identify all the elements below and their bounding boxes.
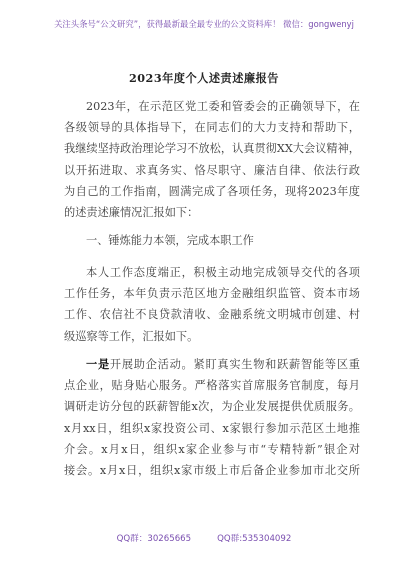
paragraph-line: 的述责述廉情况汇报如下： — [64, 205, 199, 219]
paragraph-line: 工作任务，本年负责示范区地方金融组织监管、资本市场 — [64, 287, 360, 301]
paragraph-line: 为自己的工作指南，圆满完成了各项任务，现将2023年度 — [64, 184, 360, 198]
paragraph-line: 调研走访分包的跃薪智能x次，为企业发展提供优质服务。 — [64, 400, 360, 414]
item-lead: 一是 — [86, 357, 110, 371]
footer — [0, 532, 408, 544]
document-title: 2023年度个人述责述廉报告 — [128, 71, 279, 85]
paragraph-line: 介会。x月x日，组织x家企业参与市“专精特新”银企对 — [64, 442, 360, 456]
section-heading — [64, 230, 360, 251]
paragraph-line — [64, 354, 360, 375]
footer-qq-group-1: QQ群：30265665 — [116, 534, 192, 544]
paragraph-line: 以开拓进取、求真务实、恪尽职守、廉洁自律、依法行政 — [64, 163, 360, 177]
section-heading-text: 一、锤炼能力本领，完成本职工作 — [86, 234, 254, 247]
paragraph-line: 级巡察等工作，汇报如下。 — [64, 329, 199, 343]
header-banner: 关注头条号“公文研究”，获得最新最全最专业的公文资料库！ 微信：gongwenyj — [54, 19, 354, 29]
paragraph-line: 接会。x月x日，组织x家市级上市后备企业参加市北交所 — [64, 463, 360, 477]
intro-paragraph — [64, 96, 360, 223]
item-paragraph — [64, 354, 360, 481]
paragraph-line: 工作、农信社不良贷款清收、金融系统文明城市创建、村 — [64, 308, 360, 322]
paragraph-line: 2023年，在示范区党工委和管委会的正确领导下，在 — [86, 100, 360, 113]
paragraph-line: x月xx日，组织x家投资公司、x家银行参加示范区土地推 — [64, 421, 360, 435]
paragraph-line: 点企业，贴身贴心服务。严格落实首席服务官制度，每月 — [64, 379, 360, 393]
footer-qq-group-2: QQ群:535304092 — [217, 534, 292, 544]
item-text: 开展助企活动。紧盯真实生物和跃薪智能等区重 — [109, 358, 360, 371]
section-paragraph — [64, 262, 360, 347]
paragraph-line: 我继续坚持政治理论学习不放松，认真贯彻XX大会议精神， — [64, 142, 360, 156]
paragraph-line: 各级领导的具体指导下，在同志们的大力支持和帮助下， — [64, 121, 360, 135]
paragraph-line: 本人工作态度端正，积极主动地完成领导交代的各项 — [86, 266, 360, 279]
